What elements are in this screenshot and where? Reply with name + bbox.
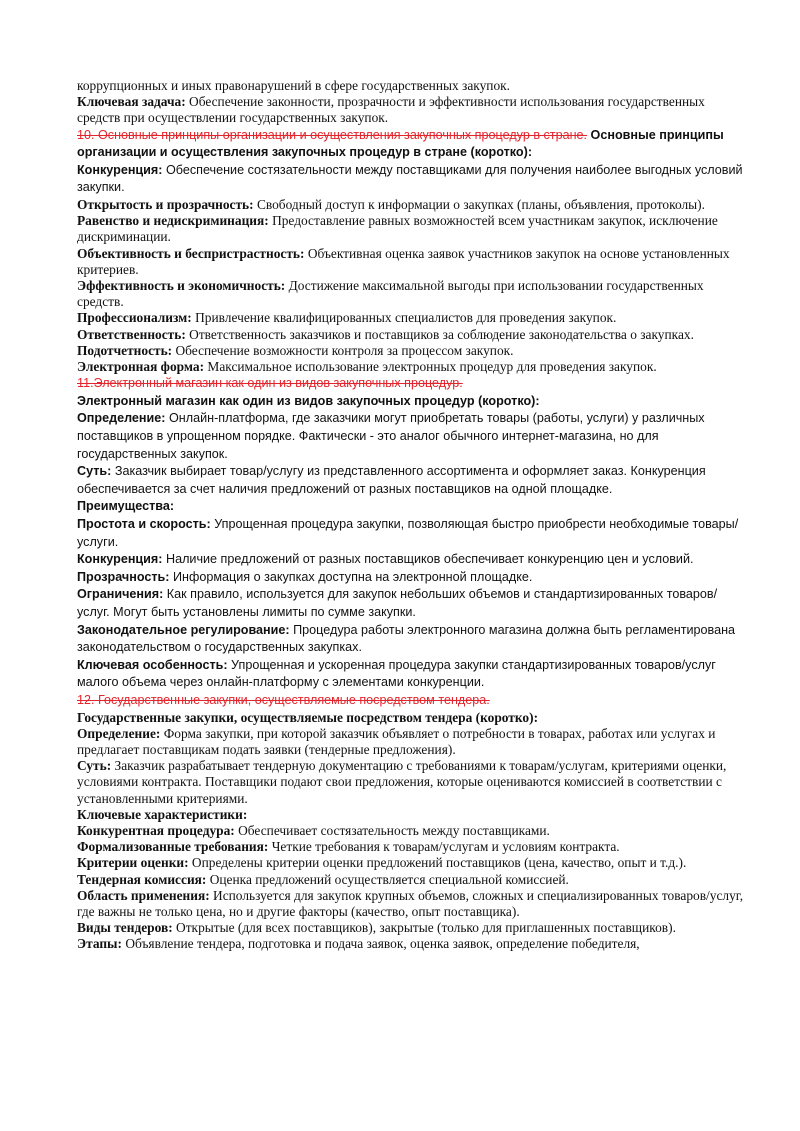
paragraph bbox=[77, 726, 745, 758]
red-heading: 12. Государственные закупки, осуществляемые посредством тендера. bbox=[77, 692, 490, 707]
term-text: Достижение максимальной выгоды при использовании государственных средств. bbox=[77, 278, 704, 310]
term-label: Ключевая задача: bbox=[77, 94, 186, 110]
term-label: Простота и скорость: bbox=[77, 516, 211, 531]
term-label: Открытость и прозрачность: bbox=[77, 196, 254, 212]
list-item bbox=[77, 569, 745, 587]
bold-heading bbox=[77, 393, 745, 411]
term-label: Область применения: bbox=[77, 887, 210, 903]
term-label: Определение: bbox=[77, 725, 161, 741]
list-item bbox=[77, 920, 745, 936]
subheading bbox=[77, 807, 745, 823]
list-item bbox=[77, 936, 745, 952]
term-text: Заказчик выбирает товар/услугу из представленного ассортимента и оформляет заказ. Конкуренция обеспечивается за счет наличия предложений от разных поставщиков на одной площадке. bbox=[77, 464, 706, 496]
list-item bbox=[77, 586, 745, 621]
term-text: Максимальное использование электронных процедур для проведения закупок. bbox=[204, 359, 657, 375]
term-label: Виды тендеров: bbox=[77, 920, 173, 936]
bold-heading bbox=[77, 710, 745, 726]
term-text: Упрощенная процедура закупки, позволяющая быстро приобрести необходимые товары/услуги. bbox=[77, 516, 739, 549]
term-text: Обеспечение законности, прозрачности и эффективности использования государственных средств при осуществлении государственных закупок. bbox=[77, 94, 705, 126]
document-page bbox=[77, 78, 745, 953]
term-label: Подотчетность: bbox=[77, 342, 173, 358]
bold-heading-text: Электронный магазин как один из видов закупочных процедур (коротко): bbox=[77, 393, 540, 408]
term-text: Привлечение квалифицированных специалистов для проведения закупок. bbox=[191, 310, 617, 326]
term-label: Равенство и недискриминация: bbox=[77, 213, 269, 229]
term-label: Прозрачность: bbox=[77, 569, 170, 584]
list-item bbox=[77, 310, 745, 326]
list-item bbox=[77, 855, 745, 871]
term-label: Объективность и беспристрастность: bbox=[77, 245, 305, 261]
term-label: Эффективность и экономичность: bbox=[77, 278, 286, 293]
term-text: Объективная оценка заявок участников закупок на основе установленных критериев. bbox=[77, 245, 730, 277]
subheading-text: Преимущества: bbox=[77, 499, 175, 514]
term-label: Критерии оценки: bbox=[77, 855, 189, 871]
term-label: Электронная форма: bbox=[77, 359, 205, 375]
list-item bbox=[77, 327, 745, 343]
list-item bbox=[77, 197, 745, 213]
term-text: Обеспечение возможности контроля за процессом закупок. bbox=[172, 342, 514, 358]
term-text: Четкие требования к товарам/услугам и условиям контракта. bbox=[268, 839, 620, 855]
paragraph bbox=[77, 758, 745, 807]
term-label: Ограничения: bbox=[77, 587, 164, 602]
term-text: Информация о закупках доступна на электронной площадке. bbox=[169, 569, 533, 584]
list-item bbox=[77, 246, 745, 278]
term-text: Ответственность заказчиков и поставщиков за соблюдение законодательства о закупках. bbox=[185, 326, 694, 342]
list-item bbox=[77, 888, 745, 920]
bold-heading: Основные принципы организации и осуществления закупочных процедур в стране (коротко): bbox=[77, 127, 724, 160]
term-text: Обеспечивает состязательность между поставщиками. bbox=[234, 822, 550, 838]
term-text: Онлайн-платформа, где заказчики могут приобретать товары (работы, услуги) у различных поставщиков в упрощенном порядке. Фактически - это аналог обычного интернет-магазина, но для государственных закупок. bbox=[77, 411, 705, 461]
list-item bbox=[77, 516, 745, 551]
term-label: Конкуренция: bbox=[77, 162, 163, 177]
term-text: Как правило, используется для закупок небольших объемов и стандартизированных товаров/услуг. Могут быть установлены лимиты по сумме закупки. bbox=[77, 587, 718, 619]
term-label: Суть: bbox=[77, 758, 112, 774]
paragraph bbox=[77, 410, 745, 463]
list-item bbox=[77, 657, 745, 692]
term-label: Определение: bbox=[77, 411, 166, 426]
term-text: Форма закупки, при которой заказчик объявляет о потребности в товарах, работах или услугах и предлагает поставщикам подать заявки (тендерные предложения). bbox=[77, 725, 716, 757]
list-item bbox=[77, 278, 745, 310]
list-item bbox=[77, 162, 745, 197]
subheading bbox=[77, 498, 745, 516]
term-label: Профессионализм: bbox=[77, 310, 192, 326]
paragraph bbox=[77, 463, 745, 498]
term-text: Определены критерии оценки предложений поставщиков (цена, качество, опыт и т.д.). bbox=[188, 855, 687, 871]
term-text: Свободный доступ к информации о закупках (планы, объявления, протоколы). bbox=[253, 196, 705, 212]
term-text: Объявление тендера, подготовка и подача заявок, оценка заявок, определение победителя, bbox=[121, 936, 640, 952]
term-text: Наличие предложений от разных поставщиков обеспечивает конкуренцию цен и условий. bbox=[162, 552, 694, 567]
paragraph bbox=[77, 78, 745, 94]
term-text: Оценка предложений осуществляется специальной комиссией. bbox=[206, 871, 569, 887]
term-label: Ключевая особенность: bbox=[77, 657, 228, 672]
term-text: Упрощенная и ускоренная процедура закупки стандартизированных товаров/услуг малого объема через онлайн-платформу с элементами конкуренции. bbox=[77, 657, 716, 690]
list-item bbox=[77, 359, 745, 375]
term-text: Обеспечение состязательности между поставщиками для получения наиболее выгодных условий закупки. bbox=[77, 162, 743, 195]
term-text: Используется для закупок крупных объемов, сложных и специализированных товаров/услуг, где важны не только цена, но и другие факторы (качество, опыт поставщика). bbox=[77, 887, 744, 919]
list-item bbox=[77, 622, 745, 657]
subheading-text: Ключевые характеристики: bbox=[77, 806, 248, 822]
term-text: Открытые (для всех поставщиков), закрытые (только для приглашенных поставщиков). bbox=[172, 920, 676, 936]
term-label: Ответственность: bbox=[77, 326, 186, 342]
list-item bbox=[77, 839, 745, 855]
term-label: Этапы: bbox=[77, 936, 122, 952]
term-text: Предоставление равных возможностей всем участникам закупок, исключение дискриминации. bbox=[77, 213, 718, 245]
paragraph bbox=[77, 94, 745, 126]
term-label: Суть: bbox=[77, 464, 112, 479]
list-item bbox=[77, 823, 745, 839]
list-item bbox=[77, 343, 745, 359]
term-label: Конкурентная процедура: bbox=[77, 822, 235, 838]
red-heading: 10. Основные принципы организации и осуществления закупочных процедур в стране. bbox=[77, 127, 588, 142]
paragraph-text: коррупционных и иных правонарушений в сфере государственных закупок. bbox=[77, 78, 510, 93]
term-label: Формализованные требования: bbox=[77, 839, 269, 855]
section-heading bbox=[77, 127, 745, 162]
term-label: Тендерная комиссия: bbox=[77, 871, 207, 887]
term-text: Заказчик разрабатывает тендерную документацию с требованиями к товарам/услугам, критериями оценки, условиями контракта. Поставщики подают свои предложения, которые оцениваются комиссией в соответствии с установленными критериями. bbox=[77, 758, 727, 806]
red-heading: 11.Электронный магазин как один из видов закупочных процедур. bbox=[77, 376, 463, 391]
list-item bbox=[77, 872, 745, 888]
list-item bbox=[77, 213, 745, 245]
term-label: Законодательное регулирование: bbox=[77, 622, 290, 637]
term-text: Процедура работы электронного магазина должна быть регламентирована законодательством о государственных закупках. bbox=[77, 622, 736, 655]
term-label: Конкуренция: bbox=[77, 552, 163, 567]
list-item bbox=[77, 551, 745, 569]
bold-heading-text: Государственные закупки, осуществляемые посредством тендера (коротко): bbox=[77, 709, 539, 725]
